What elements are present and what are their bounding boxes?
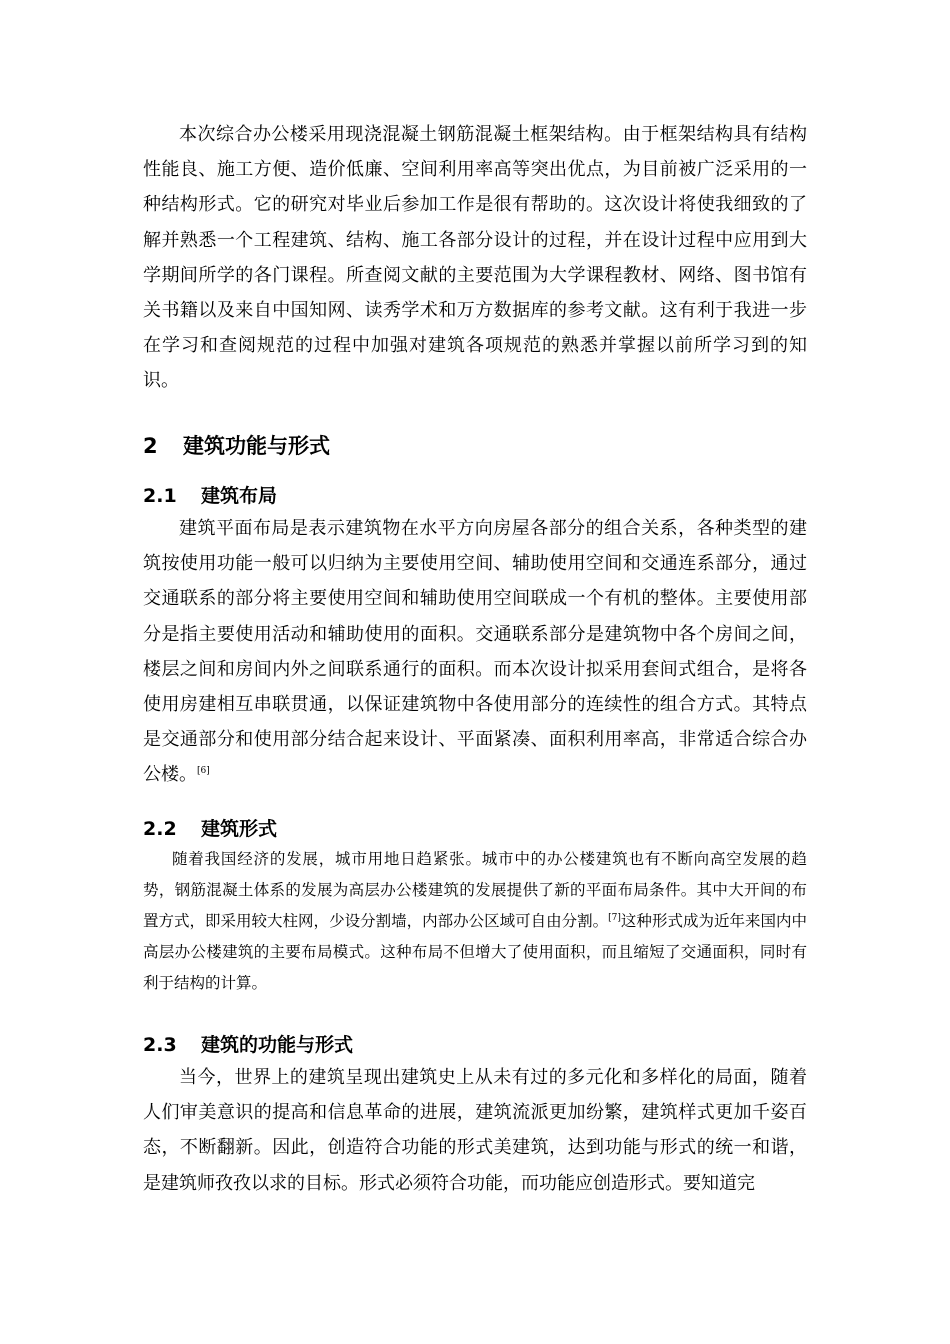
- section-2-2-heading: [143, 814, 277, 841]
- citation-7: [7]: [608, 912, 621, 923]
- section-2-2-text-part1: 随着我国经济的发展，城市用地日趋紧张。城市中的办公楼建筑也有不断向高空发展的趋势，钢筋混凝土体系的发展为高层办公楼建筑的发展提供了新的平面布局条件。其中大开间的布置方式，即采用较大柱网，少设分割墙，内部办公区域可自由分割。: [143, 850, 807, 930]
- section-2-2-paragraph: [143, 844, 807, 999]
- section-2-1-title: 建筑布局: [201, 485, 278, 507]
- section-2-2-title: 建筑形式: [201, 818, 278, 840]
- section-2-1-heading: [143, 481, 277, 508]
- chapter-heading: [143, 430, 330, 460]
- section-2-1-text: 建筑平面布局是表示建筑物在水平方向房屋各部分的组合关系，各种类型的建筑按使用功能一般可以归纳为主要使用空间、辅助使用空间和交通连系部分，通过交通联系的部分将主要使用空间和辅助使用空间联成一个有机的整体。主要使用部分是指主要使用活动和辅助使用的面积。交通联系部分是建筑物中各个房间之间，楼层之间和房间内外之间联系通行的面积。而本次设计拟采用套间式组合，是将各使用房建相互串联贯通，以保证建筑物中各使用部分的连续性的组合方式。其特点是交通部分和使用部分结合起来设计、平面紧凑、面积利用率高，非常适合综合办公楼。: [143, 518, 807, 786]
- chapter-number: 2: [143, 434, 158, 458]
- section-2-3-paragraph: 当今，世界上的建筑呈现出建筑史上从未有过的多元化和多样化的局面，随着人们审美意识的提高和信息革命的进展，建筑流派更加纷繁，建筑样式更加千姿百态，不断翻新。因此，创造符合功能的形式美建筑，达到功能与形式的统一和谐，是建筑师孜孜以求的目标。形式必须符合功能，而功能应创造形式。要知道完: [143, 1067, 807, 1194]
- chapter-title: 建筑功能与形式: [183, 434, 330, 458]
- section-2-3-title: 建筑的功能与形式: [201, 1034, 354, 1056]
- section-2-3-number: 2.3: [143, 1034, 177, 1056]
- citation-6: [6]: [197, 766, 210, 777]
- intro-paragraph: 本次综合办公楼采用现浇混凝土钢筋混凝土框架结构。由于框架结构具有结构性能良、施工方便、造价低廉、空间利用率高等突出优点，为目前被广泛采用的一种结构形式。它的研究对毕业后参加工作是很有帮助的。这次设计将使我细致的了解并熟悉一个工程建筑、结构、施工各部分设计的过程，并在设计过程中应用到大学期间所学的各门课程。所查阅文献的主要范围为大学课程教材、网络、图书馆有关书籍以及来自中国知网、读秀学术和万方数据库的参考文献。这有利于我进一步在学习和查阅规范的过程中加强对建筑各项规范的熟悉并掌握以前所学习到的知识。: [143, 124, 807, 392]
- section-2-1-paragraph: [143, 511, 807, 793]
- section-2-3-heading: [143, 1030, 353, 1057]
- section-2-1-number: 2.1: [143, 485, 177, 507]
- section-2-2-text-part2: 这种形式成为近年来国内中高层办公楼建筑的主要布局模式。这种布局不但增大了使用面积，而且缩短了交通面积，同时有利于结构的计算。: [143, 912, 807, 992]
- section-2-2-number: 2.2: [143, 818, 177, 840]
